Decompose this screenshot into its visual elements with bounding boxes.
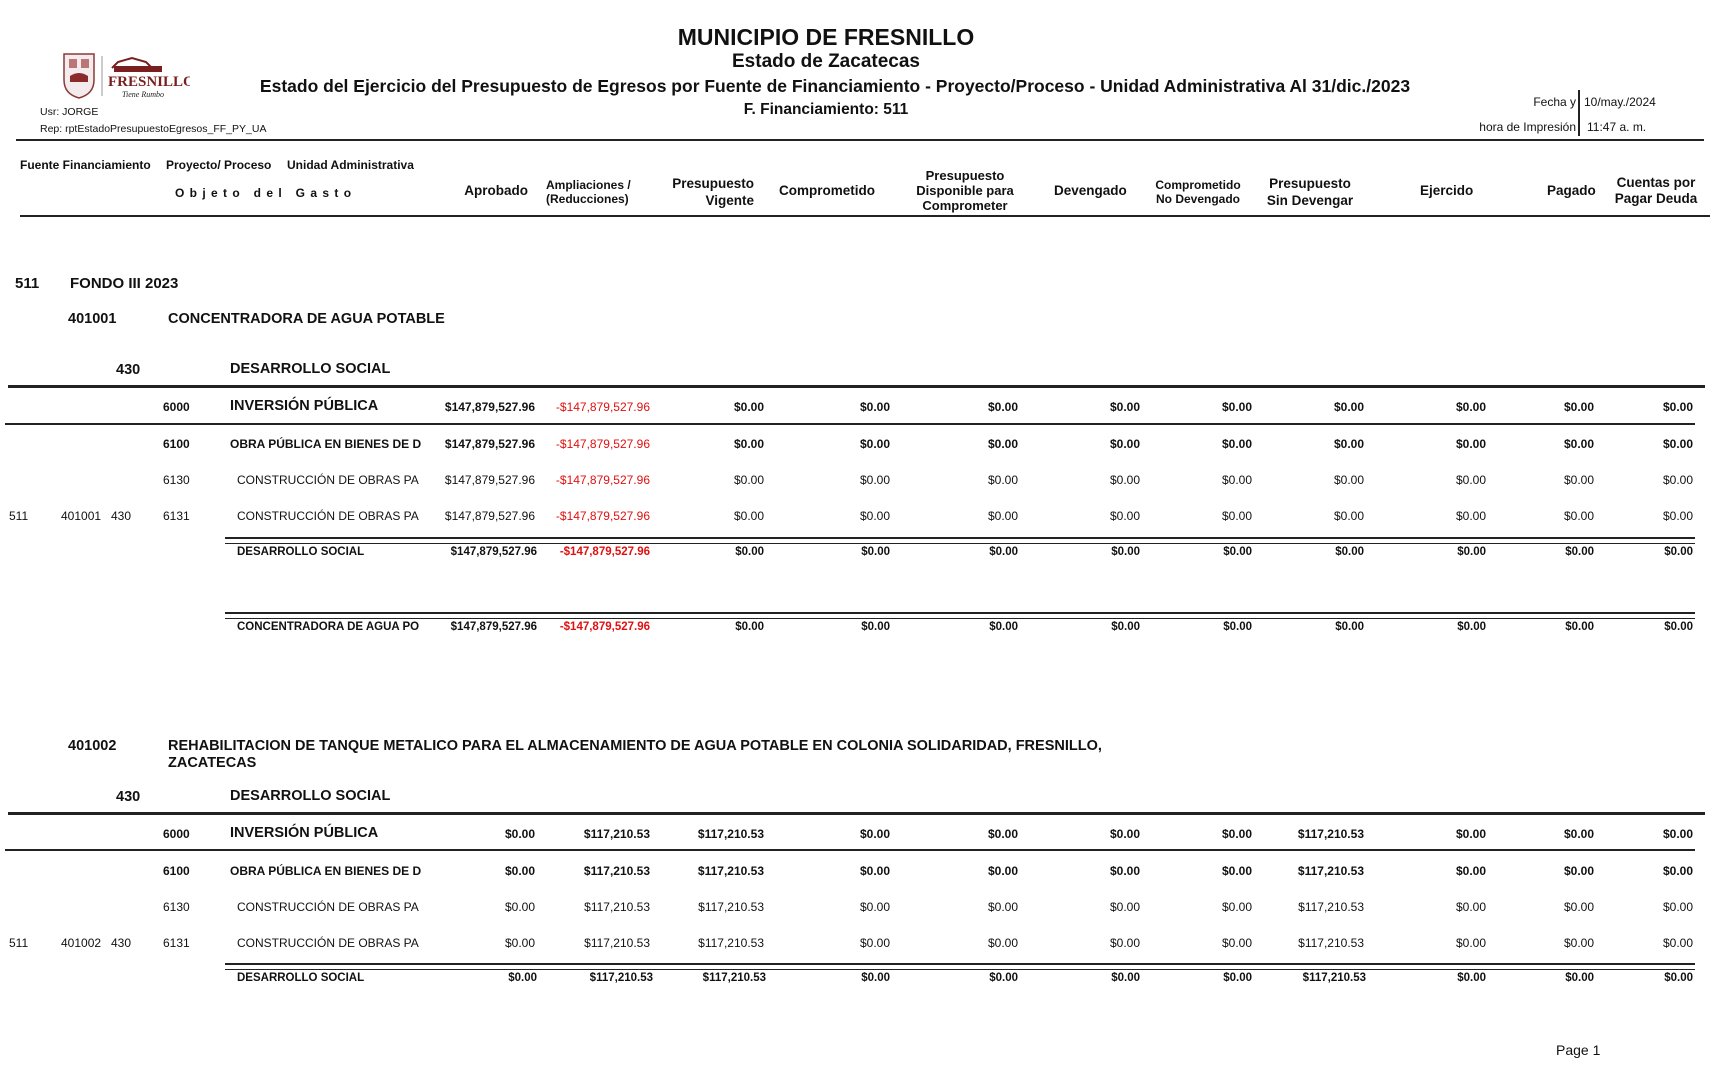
col-fuente: Fuente Financiamiento (20, 158, 151, 172)
project-name: CONCENTRADORA DE AGUA POTABLE (168, 311, 445, 327)
row-rule (5, 423, 1695, 425)
table-row: 511 401001 430 6131 CONSTRUCCIÓN DE OBRAS PA $147,879,527.96 -$147,879,527.96 $0.00 $0.00 $0.00 $0.00 $0.00 $0.00 $0.00 $0.00 $0.00 (9, 509, 1693, 523)
fund-code: 511 (15, 275, 40, 292)
unit-subtotal-row: DESARROLLO SOCIAL $0.00 $117,210.53 $117,210.53 $0.00 $0.00 $0.00 $0.00 $117,210.53 $0.00 $0.00 $0.00 (237, 972, 1693, 984)
unit-subtotal-row: DESARROLLO SOCIAL $147,879,527.96 -$147,879,527.96 $0.00 $0.00 $0.00 $0.00 $0.00 $0.00 $0.00 $0.00 $0.00 (237, 546, 1693, 558)
col-comprometido-no-devengado: Comprometido No Devengado (1155, 178, 1241, 206)
page-number: Page 1 (1556, 1042, 1601, 1058)
project-total-rule (225, 612, 1695, 619)
col-unidad: Unidad Administrativa (287, 158, 414, 172)
report-state: Estado de Zacatecas (732, 51, 920, 72)
svg-text:Tiene Rumbo: Tiene Rumbo (122, 90, 164, 99)
date-divider (1578, 90, 1580, 136)
col-devengado: Devengado (1054, 183, 1127, 198)
unit-name: DESARROLLO SOCIAL (230, 788, 391, 804)
table-row: 6000 INVERSIÓN PÚBLICA $0.00 $117,210.53 $117,210.53 $0.00 $0.00 $0.00 $0.00 $117,210.53 $0.00 $0.00 $0.00 (163, 825, 1693, 841)
time-label: hora de Impresión (1479, 120, 1576, 134)
project-name-line2: ZACATECAS (168, 755, 257, 771)
col-sin-devengar: Presupuesto Sin Devengar (1266, 176, 1354, 208)
report-title: Estado del Ejercicio del Presupuesto de Egresos por Fuente de Financiamiento - Proyecto/Proceso - Unidad Administrativa Al 31/dic./2023 (259, 76, 1411, 96)
col-aprobado: Aprobado (464, 183, 528, 198)
subtotal-rule (225, 537, 1695, 544)
project-code: 401002 (68, 738, 117, 754)
header-rule (16, 139, 1704, 141)
table-row: 6000 INVERSIÓN PÚBLICA $147,879,527.96 -$147,879,527.96 $0.00 $0.00 $0.00 $0.00 $0.00 $0.00 $0.00 $0.00 $0.00 (163, 398, 1693, 414)
col-pagado: Pagado (1547, 183, 1596, 198)
report-financing: F. Financiamiento: 511 (743, 101, 909, 118)
table-row: 6100 OBRA PÚBLICA EN BIENES DE D $0.00 $117,210.53 $117,210.53 $0.00 $0.00 $0.00 $0.00 $117,210.53 $0.00 $0.00 $0.00 (163, 864, 1693, 878)
user-label: Usr: JORGE (40, 106, 99, 118)
subtotal-rule (225, 963, 1695, 970)
date-label: Fecha y (1533, 95, 1576, 109)
unit-rule (8, 812, 1705, 815)
col-cuentas-deuda: Cuentas por Pagar Deuda (1614, 175, 1698, 206)
col-ejercido: Ejercido (1420, 183, 1474, 198)
col-disponible: Presupuesto Disponible para Comprometer (916, 168, 1014, 213)
column-header-rule (20, 215, 1710, 217)
unit-name: DESARROLLO SOCIAL (230, 361, 391, 377)
project-code: 401001 (68, 311, 117, 327)
table-row: 6130 CONSTRUCCIÓN DE OBRAS PA $0.00 $117,210.53 $117,210.53 $0.00 $0.00 $0.00 $0.00 $117,210.53 $0.00 $0.00 $0.00 (163, 900, 1693, 914)
table-row: 511 401002 430 6131 CONSTRUCCIÓN DE OBRAS PA $0.00 $117,210.53 $117,210.53 $0.00 $0.00 $0.00 $0.00 $117,210.53 $0.00 $0.00 $0.00 (9, 936, 1693, 950)
report-municipality: MUNICIPIO DE FRESNILLO (677, 24, 975, 50)
table-row: 6130 CONSTRUCCIÓN DE OBRAS PA $147,879,527.96 -$147,879,527.96 $0.00 $0.00 $0.00 $0.00 $0.00 $0.00 $0.00 $0.00 $0.00 (163, 473, 1693, 487)
svg-text:FRESNILLO: FRESNILLO (108, 74, 190, 90)
unit-code: 430 (116, 362, 141, 378)
report-name: Rep: rptEstadoPresupuestoEgresos_FF_PY_UA (40, 123, 267, 135)
col-comprometido: Comprometido (779, 183, 875, 198)
print-time: 11:47 a. m. (1587, 120, 1647, 134)
fund-name: FONDO III 2023 (70, 275, 179, 292)
print-date: 10/may./2024 (1584, 95, 1656, 109)
project-total-row: CONCENTRADORA DE AGUA PO $147,879,527.96 -$147,879,527.96 $0.00 $0.00 $0.00 $0.00 $0.00 $0.00 $0.00 $0.00 $0.00 (237, 621, 1693, 633)
col-ampliaciones: Ampliaciones / (Reducciones) (546, 178, 631, 206)
col-vigente: Presupuesto Vigente (672, 176, 754, 208)
table-row: 6100 OBRA PÚBLICA EN BIENES DE D $147,879,527.96 -$147,879,527.96 $0.00 $0.00 $0.00 $0.00 $0.00 $0.00 $0.00 $0.00 $0.00 (163, 437, 1693, 451)
row-rule (5, 849, 1695, 851)
unit-code: 430 (116, 789, 141, 805)
col-proyecto: Proyecto/ Proceso (166, 158, 272, 172)
unit-rule (8, 385, 1705, 388)
col-objeto: O b j e t o d e l G a s t o (175, 186, 353, 200)
project-name: REHABILITACION DE TANQUE METALICO PARA EL ALMACENAMIENTO DE AGUA POTABLE EN COLONIA SOLIDARIDAD, FRESNILLO, (168, 738, 1102, 754)
